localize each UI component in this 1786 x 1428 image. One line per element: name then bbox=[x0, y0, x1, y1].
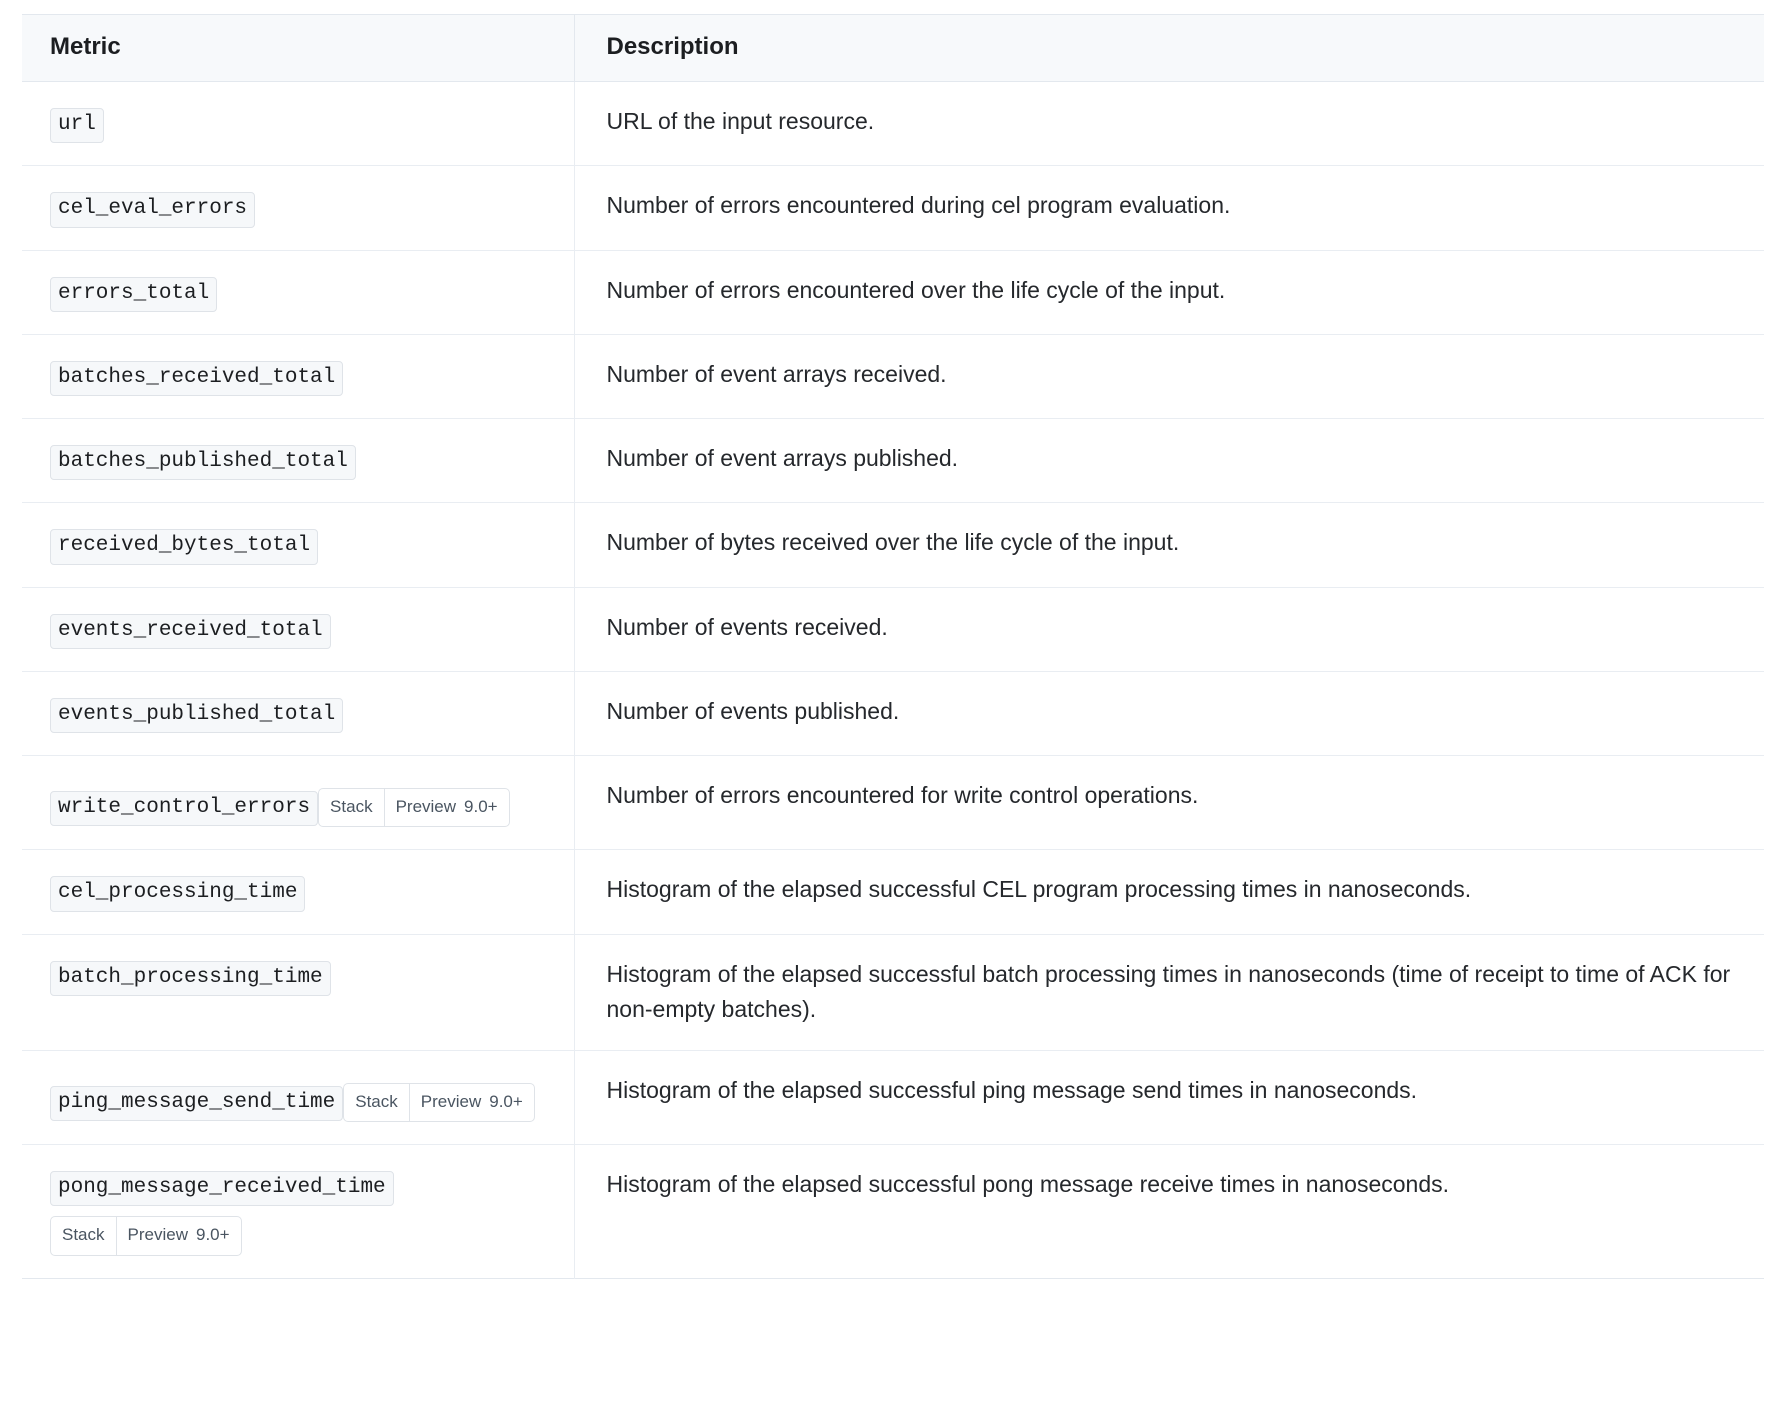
status-badge bbox=[319, 789, 384, 826]
table-row bbox=[22, 250, 1764, 334]
metric-cell bbox=[22, 503, 574, 587]
description-text: Histogram of the elapsed successful CEL program processing times in nanoseconds. bbox=[606, 876, 1472, 903]
description-cell bbox=[574, 1050, 1764, 1144]
description-text: Number of errors encountered for write control operations. bbox=[606, 782, 1199, 808]
badge-group bbox=[318, 788, 510, 827]
description-cell bbox=[574, 850, 1764, 934]
metric-cell bbox=[22, 1145, 574, 1279]
description-cell bbox=[574, 419, 1764, 503]
table-row bbox=[22, 587, 1764, 671]
badge-label: Preview bbox=[395, 797, 457, 816]
badge-version: 9.0+ bbox=[196, 1225, 230, 1245]
description-text: Histogram of the elapsed successful batch processing times in nanoseconds (time of receipt to time of ACK for non-empty batches). bbox=[606, 960, 1731, 1023]
metric-cell bbox=[22, 82, 574, 166]
metric-name: received_bytes_total bbox=[50, 529, 318, 564]
metric-name: pong_message_received_time bbox=[50, 1171, 394, 1206]
badge-group bbox=[50, 1216, 242, 1255]
description-cell bbox=[574, 166, 1764, 250]
metric-name: url bbox=[50, 108, 104, 143]
metric-name: write_control_errors bbox=[50, 791, 318, 826]
table-row bbox=[22, 503, 1764, 587]
status-badge bbox=[51, 1217, 116, 1254]
metric-cell bbox=[22, 756, 574, 850]
description-text: Number of errors encountered over the life cycle of the input. bbox=[606, 276, 1226, 303]
badge-version: 9.0+ bbox=[464, 797, 498, 816]
description-text: Number of event arrays published. bbox=[606, 445, 959, 471]
table-row bbox=[22, 850, 1764, 934]
table-row bbox=[22, 334, 1764, 418]
metric-cell bbox=[22, 671, 574, 755]
table-header bbox=[22, 15, 1764, 82]
metrics-table bbox=[22, 14, 1764, 1279]
badge-label: Preview bbox=[127, 1225, 188, 1245]
metric-name: cel_processing_time bbox=[50, 876, 305, 911]
metric-cell bbox=[22, 166, 574, 250]
table-row bbox=[22, 1050, 1764, 1144]
description-cell bbox=[574, 250, 1764, 334]
metric-name: ping_message_send_time bbox=[50, 1086, 343, 1121]
description-text: Number of event arrays received. bbox=[606, 360, 947, 387]
table-header-row bbox=[22, 15, 1764, 82]
table-row bbox=[22, 756, 1764, 850]
table-row bbox=[22, 1145, 1764, 1279]
metric-name: events_published_total bbox=[50, 698, 343, 733]
table-row bbox=[22, 166, 1764, 250]
metric-cell bbox=[22, 334, 574, 418]
metric-name: events_received_total bbox=[50, 614, 331, 649]
table-row bbox=[22, 419, 1764, 503]
metric-name: errors_total bbox=[50, 277, 217, 312]
description-cell bbox=[574, 756, 1764, 850]
status-badge bbox=[116, 1217, 241, 1254]
metric-cell bbox=[22, 587, 574, 671]
badge-label: Stack bbox=[355, 1091, 398, 1111]
column-header-metric: Metric bbox=[22, 15, 574, 82]
metric-cell bbox=[22, 934, 574, 1050]
metric-cell bbox=[22, 250, 574, 334]
metric-cell bbox=[22, 419, 574, 503]
status-badge bbox=[409, 1084, 534, 1121]
badge-group bbox=[343, 1083, 535, 1122]
description-text: Number of events published. bbox=[606, 697, 900, 724]
description-text: Number of events received. bbox=[606, 613, 888, 640]
description-cell bbox=[574, 82, 1764, 166]
metric-cell bbox=[22, 850, 574, 934]
description-cell bbox=[574, 503, 1764, 587]
table-row bbox=[22, 82, 1764, 166]
status-badge bbox=[384, 789, 509, 826]
description-text: Histogram of the elapsed successful ping message send times in nanoseconds. bbox=[606, 1076, 1418, 1103]
badge-label: Stack bbox=[62, 1225, 105, 1245]
description-cell bbox=[574, 671, 1764, 755]
metric-name: batches_published_total bbox=[50, 445, 356, 480]
description-text: URL of the input resource. bbox=[606, 108, 875, 134]
metric-name: batch_processing_time bbox=[50, 961, 331, 996]
description-text: Number of errors encountered during cel program evaluation. bbox=[606, 192, 1231, 219]
description-cell bbox=[574, 334, 1764, 418]
column-header-description: Description bbox=[574, 15, 1764, 82]
metric-cell bbox=[22, 1050, 574, 1144]
description-text: Number of bytes received over the life cycle of the input. bbox=[606, 529, 1180, 556]
badge-version: 9.0+ bbox=[489, 1091, 523, 1111]
badge-label: Preview bbox=[420, 1091, 482, 1111]
table-body bbox=[22, 82, 1764, 1279]
status-badge bbox=[344, 1084, 409, 1121]
description-cell bbox=[574, 1145, 1764, 1279]
metric-name: batches_received_total bbox=[50, 361, 343, 396]
metric-name: cel_eval_errors bbox=[50, 192, 255, 227]
description-cell bbox=[574, 934, 1764, 1050]
description-cell bbox=[574, 587, 1764, 671]
badge-label: Stack bbox=[330, 797, 373, 816]
description-text: Histogram of the elapsed successful pong message receive times in nanoseconds. bbox=[606, 1171, 1450, 1198]
table-row bbox=[22, 671, 1764, 755]
table-row bbox=[22, 934, 1764, 1050]
